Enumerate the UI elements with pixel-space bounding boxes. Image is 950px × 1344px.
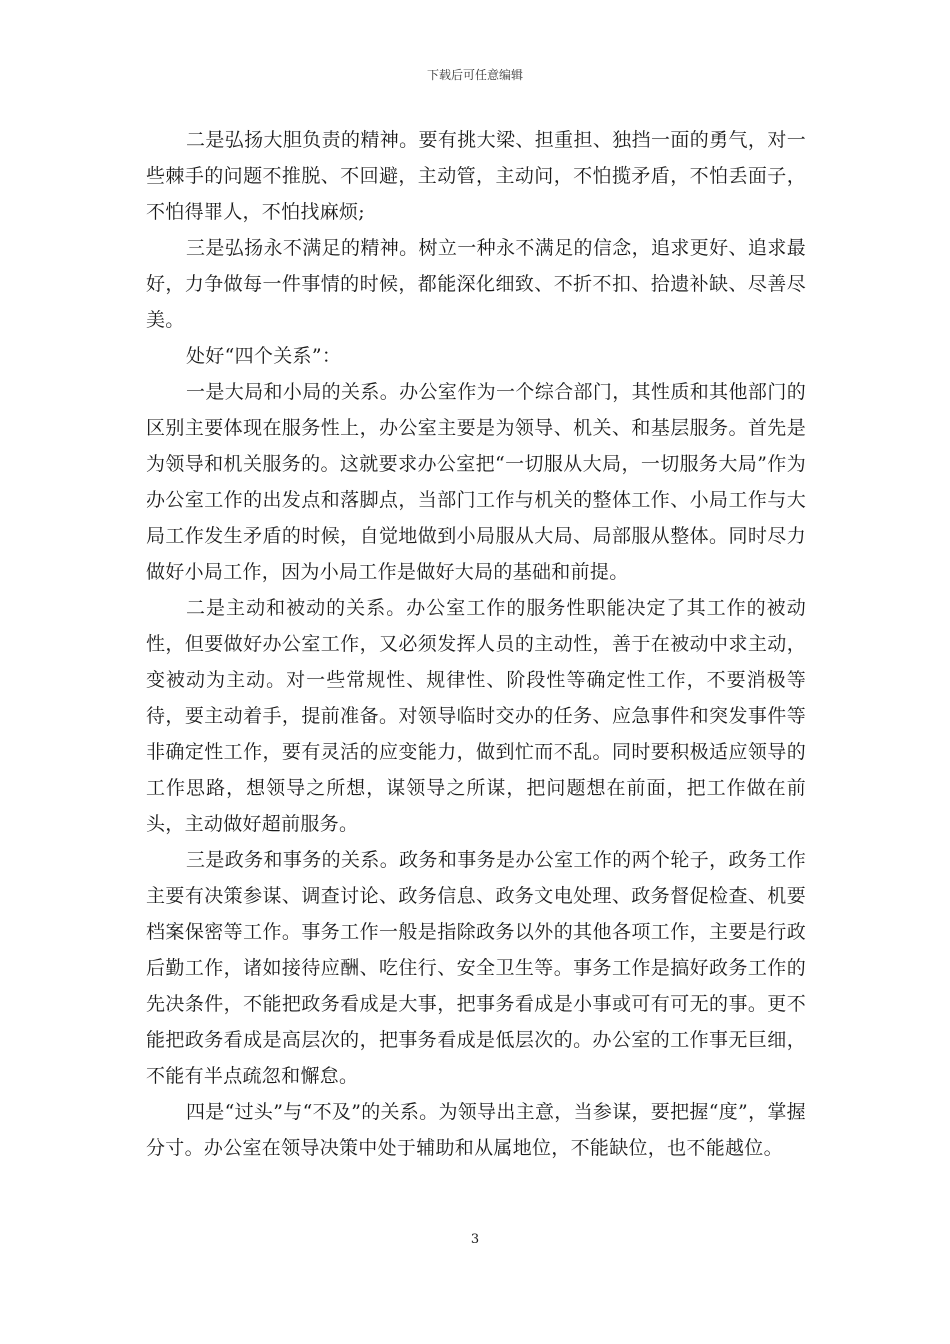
paragraph: 二是弘扬大胆负责的精神。要有挑大梁、担重担、独挡一面的勇气，对一些棘手的问题不推脱、不回避，主动管，主动问，不怕揽矛盾，不怕丢面子，不怕得罪人，不怕找麻烦; — [146, 129, 806, 223]
paragraph: 处好“四个关系”： — [186, 345, 342, 367]
page-header: 下载后可任意编辑 — [426, 68, 523, 82]
paragraph: 二是主动和被动的关系。办公室工作的服务性职能决定了其工作的被动性，但要做好办公室工作，又必须发挥人员的主动性，善于在被动中求主动，变被动为主动。对一些常规性、规律性、阶段性等确定性工作，不要消极等待，要主动着手，提前准备。对领导临时交办的任务、应急事件和突发事件等非确定性工作，要有灵活的应变能力，做到忙而不乱。同时要积极适应领导的工作思路，想领导之所想，谋领导之所谋，把问题想在前面，把工作做在前头，主动做好超前服务。 — [146, 597, 806, 835]
paragraph: 三是弘扬永不满足的精神。树立一种永不满足的信念，追求更好、追求最好，力争做每一件事情的时候，都能深化细致、不折不扣、拾遗补缺、尽善尽美。 — [146, 237, 806, 331]
paragraph: 三是政务和事务的关系。政务和事务是办公室工作的两个轮子，政务工作主要有决策参谋、调查讨论、政务信息、政务文电处理、政务督促检查、机要档案保密等工作。事务工作一般是指除政务以外的其他各项工作，主要是行政后勤工作，诸如接待应酬、吃住行、安全卫生等。事务工作是搞好政务工作的先决条件，不能把政务看成是大事，把事务看成是小事或可有可无的事。更不能把政务看成是高层次的，把事务看成是低层次的。办公室的工作事无巨细，不能有半点疏忽和懈怠。 — [146, 849, 806, 1087]
document-body — [146, 122, 806, 1166]
paragraph: 一是大局和小局的关系。办公室作为一个综合部门，其性质和其他部门的区别主要体现在服务性上，办公室主要是为领导、机关、和基层服务。首先是为领导和机关服务的。这就要求办公室把“一切服从大局，一切服务大局”作为办公室工作的出发点和落脚点，当部门工作与机关的整体工作、小局工作与大局工作发生矛盾的时候，自觉地做到小局服从大局、局部服从整体。同时尽力做好小局工作，因为小局工作是做好大局的基础和前提。 — [146, 381, 806, 583]
page-number: 3 — [470, 1232, 480, 1247]
paragraph: 四是“过头”与“不及”的关系。为领导出主意，当参谋，要把握“度”，掌握分寸。办公室在领导决策中处于辅助和从属地位，不能缺位，也不能越位。 — [146, 1101, 806, 1159]
